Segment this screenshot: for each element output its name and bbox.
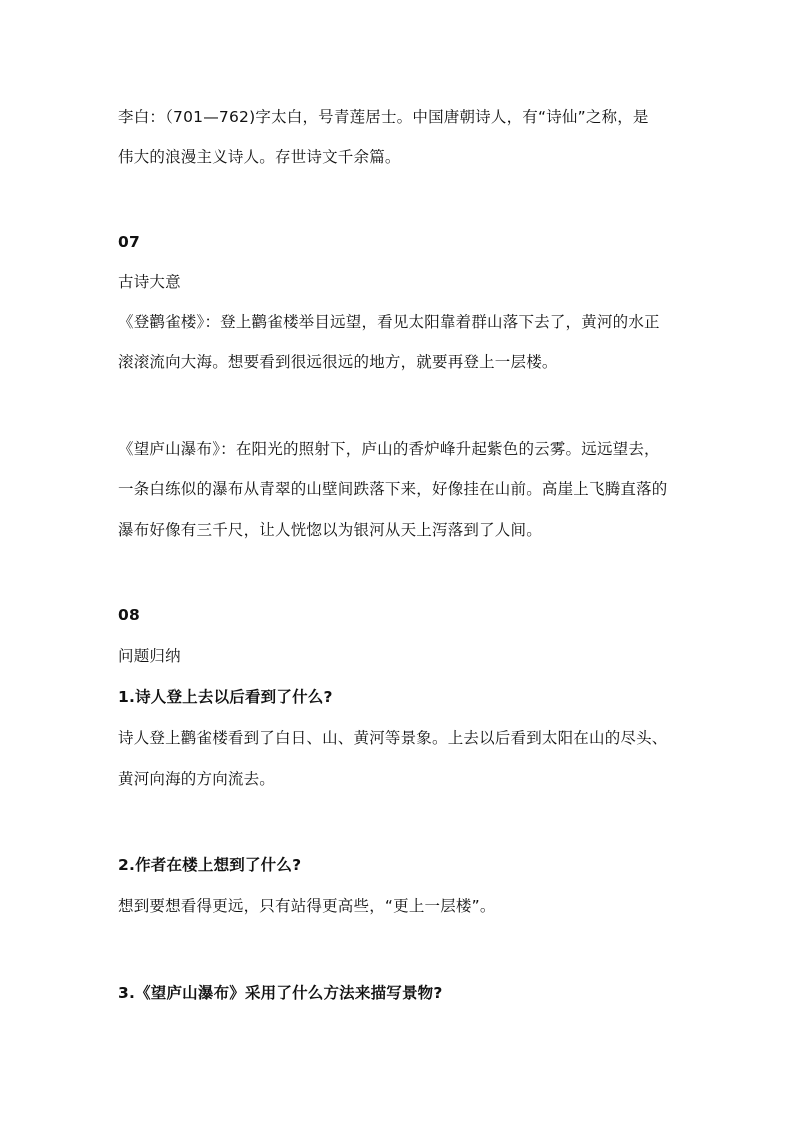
question-3: 3.《望庐山瀑布》采用了什么方法来描写景物? <box>118 984 443 1002</box>
intro-line-1: 李白：（701—762)字太白，号青莲居士。中国唐朝诗人，有“诗仙”之称，是 <box>118 108 649 126</box>
answer-1-line-1: 诗人登上鹳雀楼看到了白日、山、黄河等景象。上去以后看到太阳在山的尽头、 <box>118 729 668 747</box>
answer-1-line-2: 黄河向海的方向流去。 <box>118 770 276 788</box>
section-07-number: 07 <box>118 233 140 251</box>
section-08-title: 问题归纳 <box>118 647 181 665</box>
question-1: 1.诗人登上去以后看到了什么? <box>118 688 333 706</box>
intro-line-2: 伟大的浪漫主义诗人。存世诗文千余篇。 <box>118 148 401 166</box>
poem1-line-1: 《登鹳雀楼》：登上鹳雀楼举目远望，看见太阳靠着群山落下去了，黄河的水正 <box>118 313 660 331</box>
section-07-title: 古诗大意 <box>118 273 181 291</box>
question-2: 2.作者在楼上想到了什么? <box>118 856 302 874</box>
answer-2-line-1: 想到要想看得更远，只有站得更高些，“更上一层楼”。 <box>118 897 496 915</box>
poem2-line-3: 瀑布好像有三千尺，让人恍惚以为银河从天上泻落到了人间。 <box>118 521 542 539</box>
poem2-line-2: 一条白练似的瀑布从青翠的山壁间跌落下来，好像挂在山前。高崖上飞腾直落的 <box>118 480 668 498</box>
poem2-line-1: 《望庐山瀑布》：在阳光的照射下，庐山的香炉峰升起紫色的云雾。远远望去， <box>118 440 660 458</box>
section-08-number: 08 <box>118 606 140 624</box>
poem1-line-2: 滚滚流向大海。想要看到很远很远的地方，就要再登上一层楼。 <box>118 353 558 371</box>
